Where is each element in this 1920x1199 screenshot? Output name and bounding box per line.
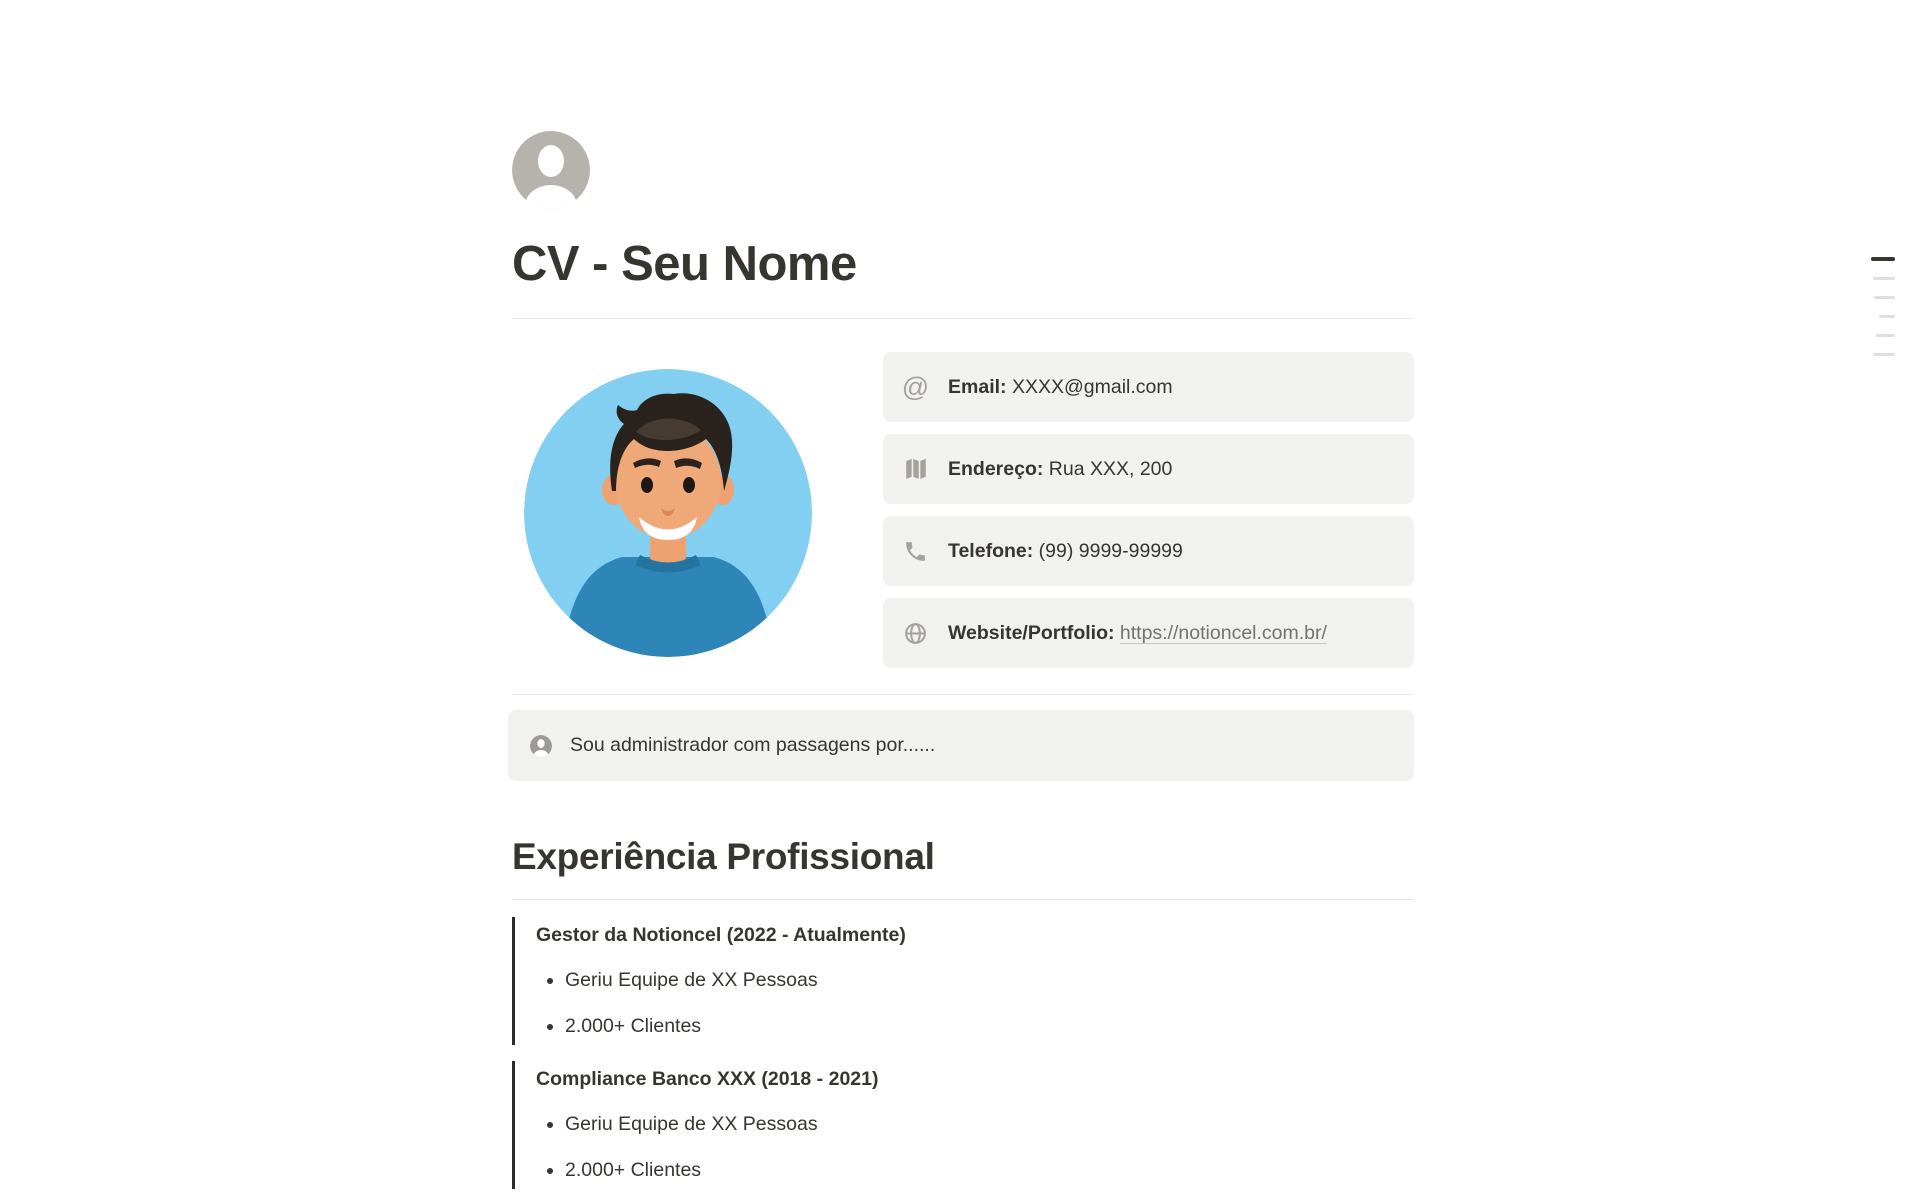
experience-title: Compliance Banco XXX (2018 - 2021) (536, 1068, 879, 1090)
bullet-item: • Geriu Equipe de XX Pessoas (565, 966, 1412, 995)
outline-line[interactable] (1873, 353, 1895, 356)
bullet-item: • 2.000+ Clientes (565, 1012, 1412, 1041)
info-label: Email: (948, 376, 1007, 398)
outline-line[interactable] (1876, 334, 1895, 337)
info-text (948, 538, 1183, 564)
profile-photo (524, 369, 812, 657)
globe-icon (902, 621, 929, 646)
info-label: Endereço: (948, 458, 1044, 480)
phone-icon (902, 539, 929, 564)
callout-text: Sou administrador com passagens por...... (570, 734, 936, 756)
info-label: Telefone: (948, 540, 1034, 562)
notion-page (512, 0, 1414, 1189)
bullet-item: • Geriu Equipe de XX Pessoas (565, 1110, 1412, 1139)
info-row-email[interactable] (883, 352, 1414, 422)
outline-line[interactable] (1874, 296, 1895, 299)
section-heading-experience[interactable]: Experiência Profissional (512, 836, 935, 877)
map-icon (902, 456, 929, 482)
photo-column (512, 352, 883, 668)
callout-block[interactable] (508, 710, 1414, 781)
info-text (948, 456, 1172, 482)
outline-line-active[interactable] (1871, 257, 1895, 261)
experience-bullet-list (536, 1110, 1412, 1185)
experience-entry[interactable] (512, 1061, 1414, 1189)
info-label: Website/Portfolio: (948, 622, 1115, 644)
outline-line[interactable] (1873, 277, 1895, 280)
info-row-website[interactable] (883, 598, 1414, 668)
divider (512, 899, 1414, 900)
person-avatar-icon[interactable] (512, 131, 590, 209)
info-text (948, 620, 1327, 646)
info-row-endereco[interactable] (883, 434, 1414, 504)
experience-title: Gestor da Notioncel (2022 - Atualmente) (536, 924, 906, 946)
experience-entry[interactable] (512, 917, 1414, 1045)
experience-bullet-list (536, 966, 1412, 1041)
page-outline[interactable] (1871, 257, 1895, 372)
info-row-telefone[interactable] (883, 516, 1414, 586)
contact-card (883, 352, 1414, 668)
at-sign-icon: @ (901, 371, 930, 402)
info-value: (99) 9999-99999 (1038, 540, 1183, 562)
website-link[interactable]: https://notioncel.com.br/ (1119, 622, 1327, 644)
info-value: XXXX@gmail.com (1011, 376, 1173, 398)
divider (512, 694, 1414, 695)
info-text (948, 374, 1173, 400)
divider (512, 318, 1414, 319)
page-title[interactable]: CV - Seu Nome (512, 237, 857, 291)
contact-section (512, 352, 1414, 668)
outline-line[interactable] (1879, 315, 1895, 318)
bullet-item: • 2.000+ Clientes (565, 1156, 1412, 1185)
info-value: Rua XXX, 200 (1048, 458, 1173, 480)
person-circle-icon (530, 735, 552, 757)
